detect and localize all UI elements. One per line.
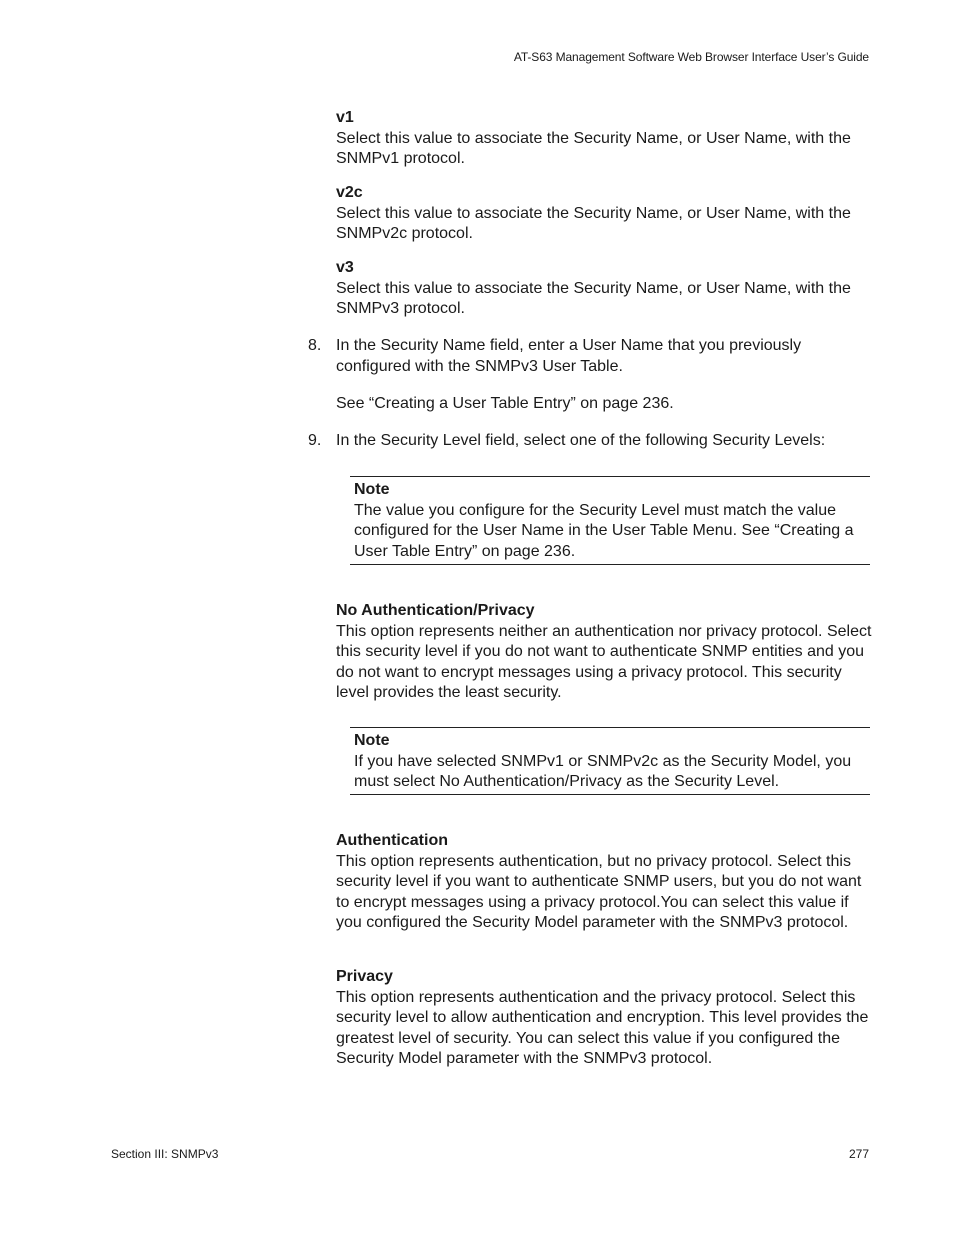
- term-authentication: Authentication: [336, 832, 448, 849]
- desc-privacy: This option represents authentication and the privacy protocol. Select this security level to allow authentication and encryption. This level provides the greatest level of security. You can select this value if you configured the Security Model parameter with the SNMPv3 protocol.: [336, 988, 869, 1067]
- desc-v3: Select this value to associate the Security Name, or User Name, with the SNMPv3 protocol.: [336, 279, 851, 317]
- definition-v3: [336, 258, 876, 320]
- term-v1: v1: [336, 109, 354, 126]
- note-title-2: Note: [354, 732, 390, 749]
- level-privacy: [336, 967, 876, 1070]
- term-privacy: Privacy: [336, 968, 393, 985]
- desc-no-auth: This option represents neither an authentication nor privacy protocol. Select this security level if you do not want to authenticate SNMP entities and you do not want to encrypt messages using a privacy protocol. This security level provides the least security.: [336, 622, 872, 701]
- desc-v1: Select this value to associate the Security Name, or User Name, with the SNMPv1 protocol.: [336, 129, 851, 167]
- term-no-auth: No Authentication/Privacy: [336, 602, 535, 619]
- note-title-1: Note: [354, 481, 390, 498]
- note-text-1: The value you configure for the Security Level must match the value configured for the User Name in the User Table Menu. See “Creating a User Table Entry” on page 236.: [354, 501, 854, 560]
- step-text-9: In the Security Level field, select one of the following Security Levels:: [336, 432, 826, 449]
- level-authentication: [336, 831, 876, 934]
- step-followup-8: See “Creating a User Table Entry” on page 236.: [336, 395, 674, 412]
- note-box-1: [350, 476, 870, 565]
- running-header: AT-S63 Management Software Web Browser Interface User’s Guide: [513, 50, 869, 64]
- level-no-auth: [336, 601, 876, 704]
- definition-v1: [336, 108, 876, 170]
- step-number-9: 9.: [308, 432, 322, 449]
- footer-section: Section III: SNMPv3: [111, 1147, 219, 1161]
- term-v2c: v2c: [336, 184, 363, 201]
- note-box-2: [350, 727, 870, 795]
- desc-authentication: This option represents authentication, but no privacy protocol. Select this security level if you want to authenticate SNMP users, but you do not want to encrypt messages using a privacy protocol.You can select this value if you configured the Security Model parameter with the SNMPv3 protocol.: [336, 852, 862, 931]
- definition-v2c: [336, 183, 876, 245]
- term-v3: v3: [336, 259, 354, 276]
- note-text-2: If you have selected SNMPv1 or SNMPv2c as the Security Model, you must select No Authentication/Privacy as the Security Level.: [354, 752, 852, 790]
- page-number: 277: [848, 1147, 869, 1161]
- step-number-8: 8.: [308, 337, 322, 354]
- desc-v2c: Select this value to associate the Security Name, or User Name, with the SNMPv2c protocol.: [336, 204, 851, 242]
- step-text-8: In the Security Name field, enter a User Name that you previously configured with the SNMPv3 User Table.: [336, 337, 802, 375]
